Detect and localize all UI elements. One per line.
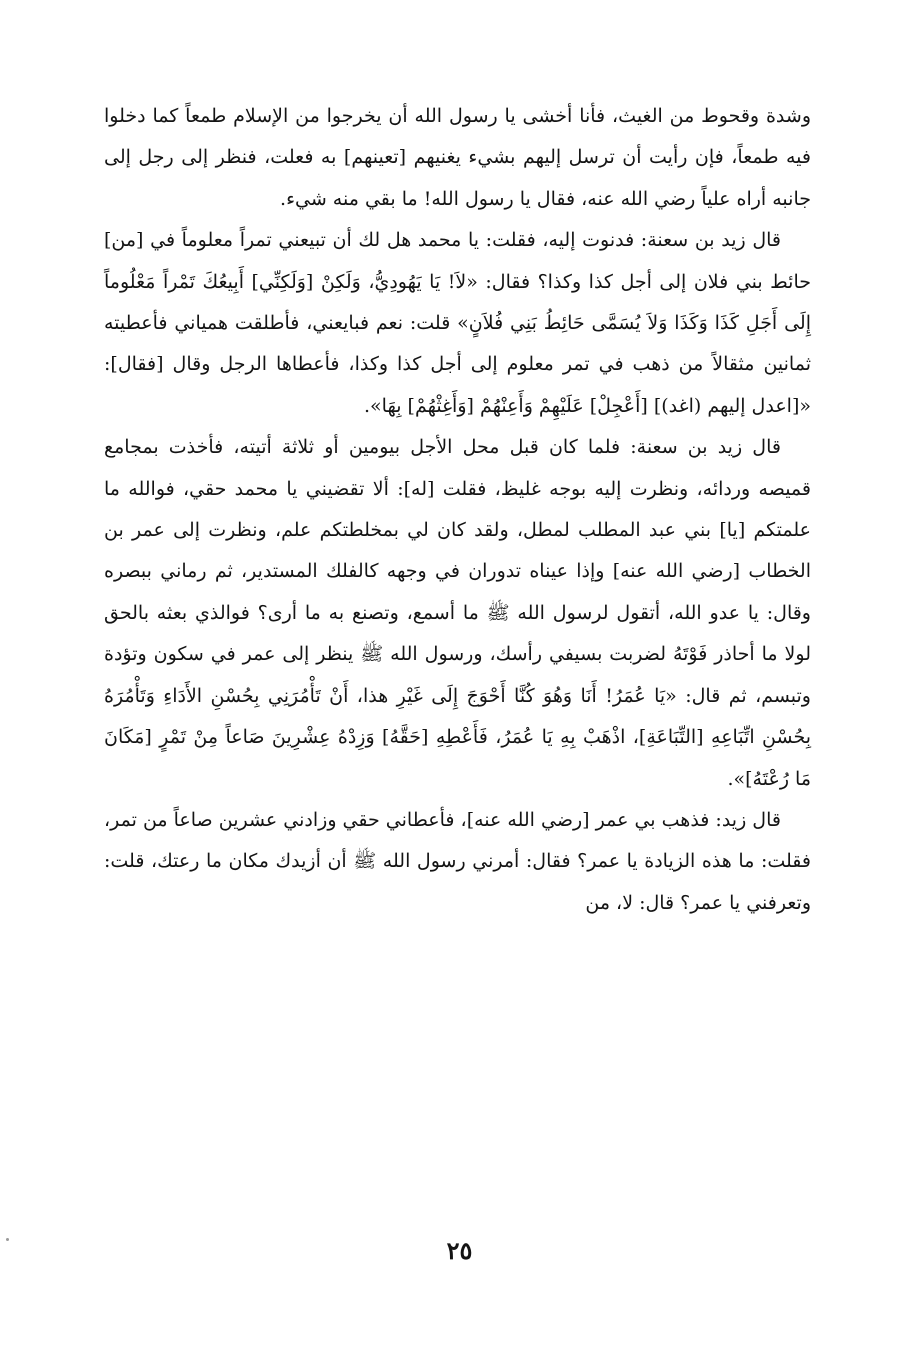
- page-number: ٢٥: [446, 1236, 473, 1265]
- paragraph-4: قال زيد: فذهب بي عمر [رضي الله عنه]، فأعطاني حقي وزادني عشرين صاعاً من تمر، فقلت: ما هذه الزيادة يا عمر؟ فقال: أمرني رسول الله ﷺ أن أزيدك مكان ما رعتك، قلت: وتعرفني يا عمر؟ قال: لا، من: [104, 808, 811, 914]
- page-body-text: [104, 96, 811, 924]
- paragraph-3: قال زيد بن سعنة: فلما كان قبل محل الأجل بيومين أو ثلاثة أتيته، فأخذت بمجامع قميصه وردائه، ونظرت إليه بوجه غليظ، فقلت [له]: ألا تقضيني يا محمد حقي، فوالله ما علمتكم [يا] بني عبد المطلب لمطل، ولقد كان لي بمخلطتكم علم، ونظرت إلى عمر بن الخطاب [رضي الله عنه] وإذا عيناه تدوران في وجهه كالفلك المستدير، ثم رماني ببصره وقال: يا عدو الله، أتقول لرسول الله ﷺ ما أسمع، وتصنع به ما أرى؟ فوالذي بعثه بالحق لولا ما أحاذر فَوْتَهُ لضربت بسيفي رأسك، ورسول الله ﷺ ينظر إلى عمر في سكون وتؤدة وتبسم، ثم قال: «يَا عُمَرُ! أَنَا وَهُوَ كُنَّا أَحْوَجَ إِلَى غَيْرِ هذا، أَنْ تَأْمُرَنِي بِحُسْنِ الأَدَاءِ وَتَأْمُرَهُ بِحُسْنِ اتِّبَاعِهِ [التِّبَاعَةِ]، اذْهَبْ بِهِ يَا عُمَرُ، فَأَعْطِهِ [حَقَّهُ] وَزِدْهُ عِشْرِينَ صَاعاً مِنْ تَمْرٍ [مَكَانَ مَا رُعْتَهُ]».: [104, 436, 811, 790]
- paragraph-2: قال زيد بن سعنة: فدنوت إليه، فقلت: يا محمد هل لك أن تبيعني تمراً معلوماً في [من] حائط بني فلان إلى أجل كذا وكذا؟ فقال: «لاَ! يَا يَهُودِيُّ، وَلَكِنْ [وَلَكِنِّي] أَبِيعُكَ تَمْراً مَعْلُوماً إِلَى أَجَلِ كَذَا وَكَذَا وَلاَ يُسَمَّى حَائِطُ بَنِي فُلاَنٍ» قلت: نعم فبايعني، فأطلقت همياني فأعطيته ثمانين مثقالاً من ذهب في تمر معلوم إلى أجل كذا وكذا، فأعطاها الرجل وقال [فقال]: «[اعدل إليهم (اغد)] [أَعْجِلْ] عَلَيْهِمْ وَأَعِنْهُمْ [وَأَغِثْهُمْ] بِهَا».: [104, 229, 811, 417]
- paragraph-1: وشدة وقحوط من الغيث، فأنا أخشى يا رسول الله أن يخرجوا من الإسلام طمعاً كما دخلوا فيه طمعاً، فإن رأيت أن ترسل إليهم بشيء يغنيهم [تعينهم] به فعلت، فنظر إلى رجل إلى جانبه أراه علياً رضي الله عنه، فقال يا رسول الله! ما بقي منه شيء.: [104, 105, 811, 210]
- scan-speck: [6, 1238, 9, 1241]
